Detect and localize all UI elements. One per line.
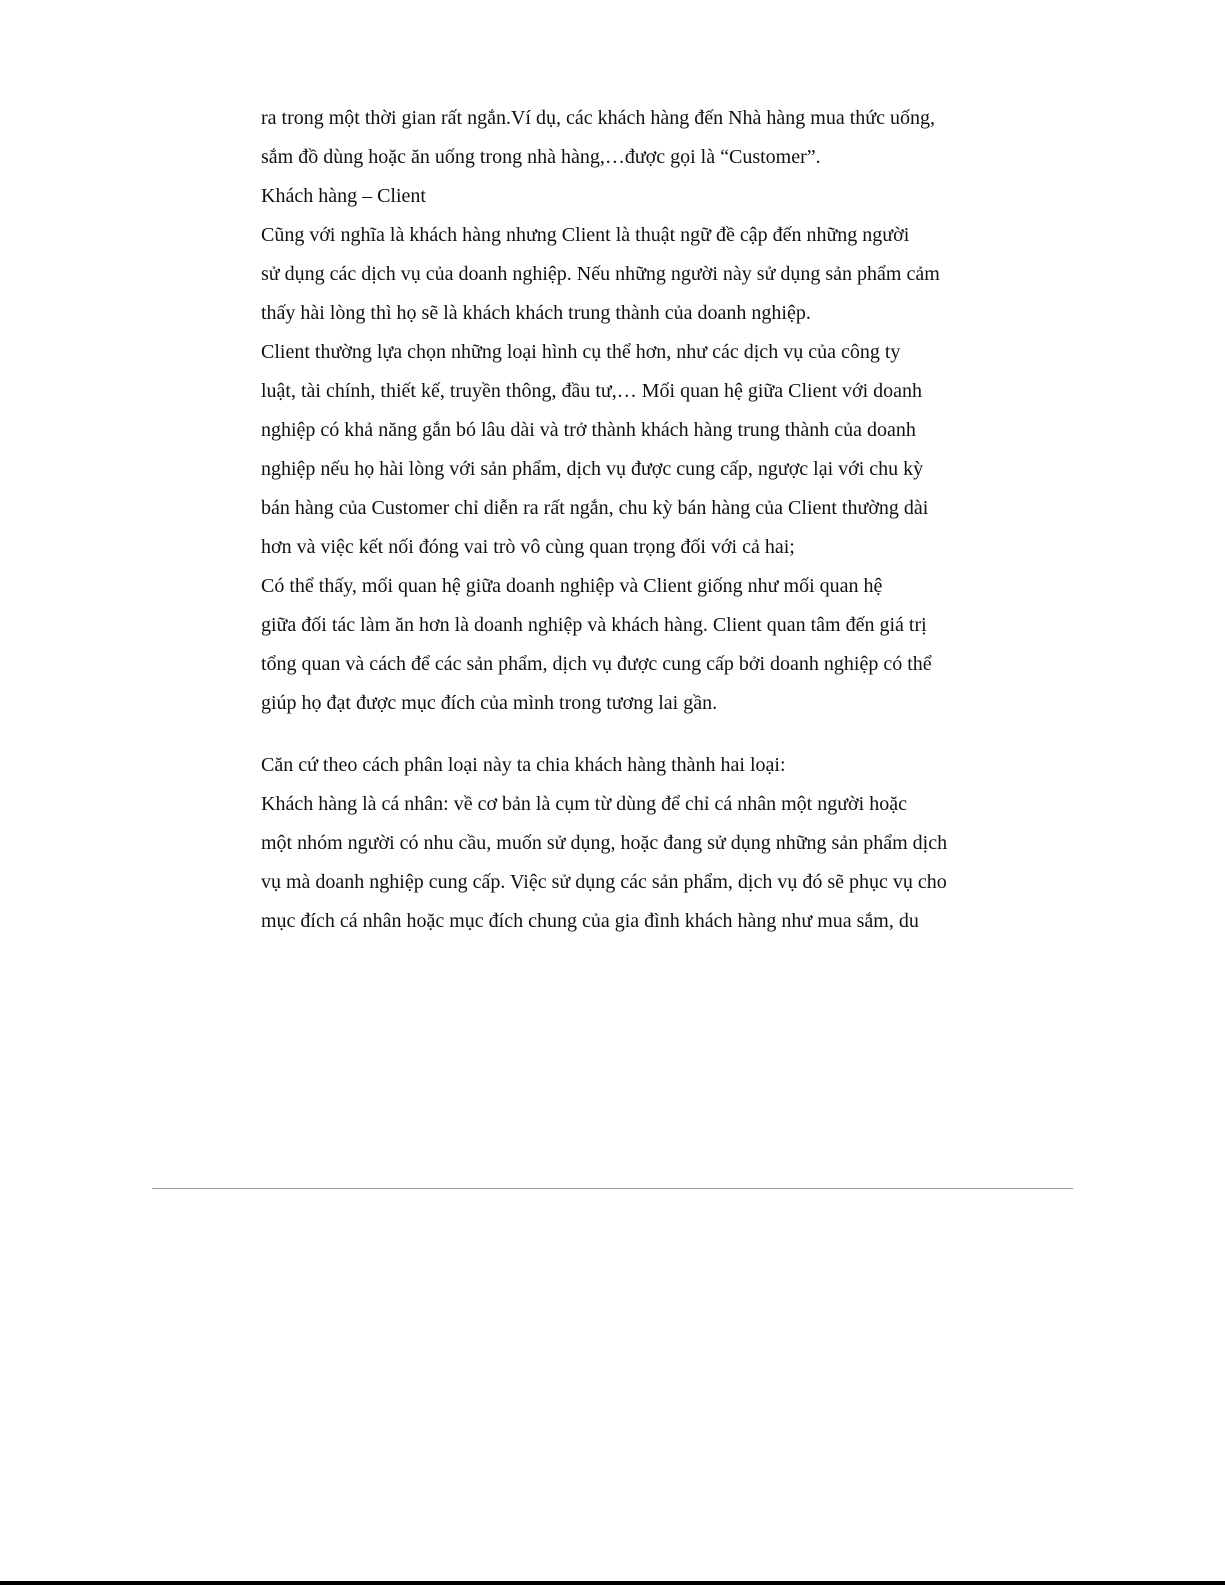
paragraph: Cũng với nghĩa là khách hàng nhưng Client là thuật ngữ đề cập đến những người bbox=[261, 224, 910, 246]
paragraph: nghiệp nếu họ hài lòng với sản phẩm, dịch vụ được cung cấp, ngược lại với chu kỳ bbox=[261, 458, 924, 480]
paragraph: ra trong một thời gian rất ngắn.Ví dụ, các khách hàng đến Nhà hàng mua thức uống, bbox=[261, 107, 936, 129]
paragraph: mục đích cá nhân hoặc mục đích chung của gia đình khách hàng như mua sắm, du bbox=[261, 910, 919, 932]
paragraph: hơn và việc kết nối đóng vai trò vô cùng quan trọng đối với cả hai; bbox=[261, 536, 795, 558]
paragraph: giữa đối tác làm ăn hơn là doanh nghiệp và khách hàng. Client quan tâm đến giá trị bbox=[261, 614, 927, 636]
paragraph: bán hàng của Customer chỉ diễn ra rất ngắn, chu kỳ bán hàng của Client thường dài bbox=[261, 497, 929, 519]
paragraph: Client thường lựa chọn những loại hình cụ thể hơn, như các dịch vụ của công ty bbox=[261, 341, 901, 363]
paragraph: vụ mà doanh nghiệp cung cấp. Việc sử dụng các sản phẩm, dịch vụ đó sẽ phục vụ cho bbox=[261, 871, 947, 893]
paragraph: sử dụng các dịch vụ của doanh nghiệp. Nếu những người này sử dụng sản phẩm cảm bbox=[261, 263, 940, 285]
paragraph: Căn cứ theo cách phân loại này ta chia khách hàng thành hai loại: bbox=[261, 754, 786, 776]
paragraph: luật, tài chính, thiết kế, truyền thông, đầu tư,… Mối quan hệ giữa Client với doanh bbox=[261, 380, 923, 402]
page-divider bbox=[152, 1188, 1073, 1189]
paragraph: Khách hàng là cá nhân: về cơ bản là cụm từ dùng để chỉ cá nhân một người hoặc bbox=[261, 793, 907, 815]
section-heading: Khách hàng – Client bbox=[261, 185, 426, 207]
text-body bbox=[261, 106, 963, 948]
paragraph: tổng quan và cách để các sản phẩm, dịch vụ được cung cấp bởi doanh nghiệp có thể bbox=[261, 653, 932, 675]
paragraph: sắm đồ dùng hoặc ăn uống trong nhà hàng,…được gọi là “Customer”. bbox=[261, 146, 821, 168]
paragraph: Có thể thấy, mối quan hệ giữa doanh nghiệp và Client giống như mối quan hệ bbox=[261, 575, 883, 597]
paragraph: một nhóm người có nhu cầu, muốn sử dụng, hoặc đang sử dụng những sản phẩm dịch bbox=[261, 832, 948, 854]
paragraph: giúp họ đạt được mục đích của mình trong tương lai gần. bbox=[261, 692, 718, 714]
page-bottom-edge bbox=[0, 1581, 1225, 1585]
paragraph: thấy hài lòng thì họ sẽ là khách khách trung thành của doanh nghiệp. bbox=[261, 302, 811, 324]
paragraph: nghiệp có khả năng gắn bó lâu dài và trở thành khách hàng trung thành của doanh bbox=[261, 419, 916, 441]
